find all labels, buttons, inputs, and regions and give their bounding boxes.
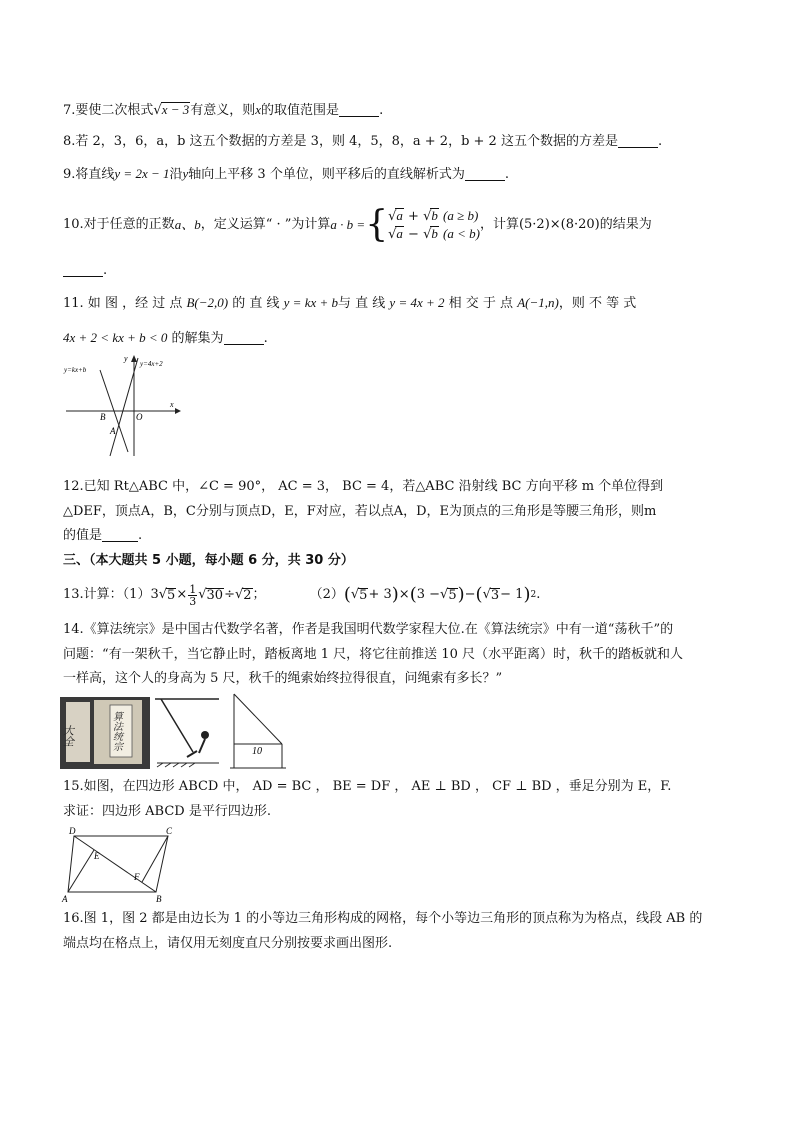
q11-label-y: y xyxy=(124,354,128,363)
q12-line2: △DEF，顶点A，B，C分别与顶点D，E，F对应，若以点A，D，E为顶点的三角形是等腰三角形，则m xyxy=(63,504,657,519)
q11-point-b: B(−2,0) xyxy=(186,295,229,310)
q7-text-pre: 7.要使二次根式 xyxy=(63,103,154,118)
q9-text-post: 轴向上平移 3 个单位，则平移后的直线解析式为 xyxy=(188,167,465,182)
q15-line-cf xyxy=(142,836,168,882)
question-15-line2 xyxy=(63,803,271,821)
question-11-line2 xyxy=(63,329,268,348)
q11-label-kx: y=kx+b xyxy=(64,366,87,374)
q9-end: . xyxy=(504,167,509,182)
question-14-line3 xyxy=(63,670,502,688)
q11-end: . xyxy=(263,331,268,346)
question-9 xyxy=(63,165,509,184)
q11-label-o: O xyxy=(136,412,143,422)
q15-label-a: A xyxy=(62,894,68,902)
q13-r5b: 5 xyxy=(359,587,368,603)
q15-label-f: F xyxy=(134,872,140,882)
q11-label-x: x xyxy=(170,400,174,409)
q15-quadrilateral xyxy=(68,836,168,892)
q13-r3: 3 xyxy=(490,587,500,603)
q13-frac-den: 3 xyxy=(189,594,197,608)
q10-calc: (5·2)×(8·20) xyxy=(518,217,600,232)
q13-plus3: + 3 xyxy=(368,587,392,602)
q7-var: x xyxy=(255,102,262,117)
q11-text-mid: 的 直 线 xyxy=(232,296,280,311)
q11-label-b: B xyxy=(100,412,106,422)
q11-text-post: ，则 不 等 式 xyxy=(558,296,637,311)
q11-x-arrow xyxy=(175,408,181,414)
q10-case1: (a ≥ b) xyxy=(443,208,479,223)
q13-r5c: 5 xyxy=(448,587,457,603)
section-3-title: 三、（本大题共 5 小题，每小题 6 分，共 30 分） xyxy=(63,553,354,568)
q10-text-after: ，计算 xyxy=(479,217,519,232)
q15-line1: 15.如图，在四边形 ABCD 中， AD = BC ， BE = DF ， AE ⊥ BD ， CF ⊥ BD ，垂足分别为 E，F. xyxy=(63,779,672,794)
q13-r5: 5 xyxy=(167,587,176,603)
q14-person-head xyxy=(201,731,209,739)
section-3-heading xyxy=(63,552,354,570)
q15-label-b: B xyxy=(156,894,162,902)
q10-text-mid: ，定义运算“ · ”为计算 xyxy=(200,217,331,232)
q13-times: × xyxy=(176,587,188,602)
q14-book-side-text: 大全 xyxy=(61,725,75,747)
question-14-line2 xyxy=(63,646,683,664)
q10-answer-blank[interactable] xyxy=(63,262,103,277)
q16-line2: 端点均在格点上，请仅用无刻度直尺分别按要求画出图形. xyxy=(63,936,393,951)
q11-text-mid3: 相 交 于 点 xyxy=(448,296,514,311)
q12-line1: 12.已知 Rt△ABC 中，∠C = 90°， AC = 3， BC = 4，若△ABC 沿射线 BC 方向平移 m 个单位得到 xyxy=(63,479,664,494)
q14-book-title: 算法统宗 xyxy=(110,711,122,751)
question-11 xyxy=(63,294,636,313)
q11-y-arrow xyxy=(131,355,137,362)
q11-line-a: y = kx + b xyxy=(283,295,339,310)
q14-swing-rope xyxy=(161,699,193,752)
q14-person-body xyxy=(199,739,205,753)
question-7 xyxy=(63,101,383,120)
q14-diagram xyxy=(228,692,288,770)
question-10 xyxy=(63,200,652,250)
question-12-line2 xyxy=(63,503,656,521)
radical-sign: √ xyxy=(153,103,162,118)
q16-line1: 16.图 1，图 2 都是由边长为 1 的小等边三角形构成的网格，每个小等边三角形的顶点称为为格点，线段 AB 的 xyxy=(63,911,703,926)
q9-text-mid: 沿 xyxy=(169,167,183,182)
question-13: 13.计算：（1） 3 √ 5 × $\frac{1}{3}$ √ 30 ÷ √ 2 ； （2） ( √ 5 + 3 ) × ( 3 − √ 5 ) − ( √ 3 − 1 ) 2 . xyxy=(63,582,541,608)
q11-line-b: y = 4x + 2 xyxy=(389,295,445,310)
q7-answer-blank[interactable] xyxy=(339,102,379,117)
q13-semi: ； xyxy=(252,587,266,602)
q15-diagonal-bd xyxy=(74,836,156,892)
question-10-line2 xyxy=(63,262,107,280)
q7-radicand: x − 3 xyxy=(161,102,190,117)
q11-point-a: A(−1,n) xyxy=(517,295,559,310)
q13-minus: 3 − xyxy=(416,587,441,602)
q11-label-a: A xyxy=(110,426,116,436)
q11-answer-blank[interactable] xyxy=(224,330,264,345)
q11-label-4x: y=4x+2 xyxy=(140,360,163,368)
q10-lhs: a · b = xyxy=(330,217,366,232)
q9-expr: y = 2x − 1 xyxy=(114,166,170,181)
q11-text-line2: 的解集为 xyxy=(171,331,224,346)
question-15 xyxy=(63,778,671,796)
q12-line3: 的值是 xyxy=(63,528,103,543)
q14-diagram-rope xyxy=(234,694,282,744)
q13-coef: 3 xyxy=(150,587,159,602)
q13-end: . xyxy=(536,587,541,602)
q11-figure xyxy=(60,352,190,462)
q10-text-tail: 的结果为 xyxy=(599,217,652,232)
q7-text-post: 有意义，则 xyxy=(190,103,256,118)
q13-pre: 13.计算：（1） xyxy=(63,587,151,602)
q12-end: . xyxy=(138,528,143,543)
q7-text-tail: 的取值范围是 xyxy=(261,103,340,118)
q9-answer-blank[interactable] xyxy=(465,166,505,181)
question-14 xyxy=(63,621,673,639)
q15-figure xyxy=(60,826,180,902)
q14-diagram-label: 10 xyxy=(252,746,262,757)
q7-end: . xyxy=(379,103,384,118)
q10-case2: (a < b) xyxy=(443,226,480,241)
q15-line2: 求证：四边形 ABCD 是平行四边形. xyxy=(63,804,271,819)
q11-text-pre: 11. 如 图 ，经 过 点 xyxy=(63,296,183,311)
q14-line3: 一样高，这个人的身高为 5 尺，秋千的绳索始终拉得很直，问绳索有多长？” xyxy=(63,671,503,686)
question-16-line2 xyxy=(63,935,392,953)
q15-label-e: E xyxy=(94,851,100,861)
q14-swing-board xyxy=(187,751,197,757)
q9-axis: y xyxy=(182,166,189,181)
q13-r30: 30 xyxy=(206,587,224,603)
q14-swing-image xyxy=(153,697,223,769)
q10-end: . xyxy=(103,263,108,278)
q10-vars: a、b xyxy=(174,217,201,232)
q14-ground-hatch xyxy=(157,763,195,767)
q11-text-mid2: 与 直 线 xyxy=(338,296,386,311)
q13-m1: − 1 xyxy=(500,587,524,602)
q10-text-pre: 10.对于任意的正数 xyxy=(63,217,175,232)
q13-r2: 2 xyxy=(243,587,252,603)
q13-fraction xyxy=(188,584,197,607)
question-12 xyxy=(63,478,663,496)
q9-text-pre: 9.将直线 xyxy=(63,167,115,182)
q13-frac-num: 1 xyxy=(189,582,197,596)
q10-cases: √a + √b (a ≥ b) √a − √b (a < b) xyxy=(388,208,480,242)
q8-answer-blank[interactable] xyxy=(618,133,658,148)
q13-div: ÷ xyxy=(224,587,235,602)
q15-label-c: C xyxy=(166,826,173,836)
question-12-line3 xyxy=(63,527,142,545)
q8-end: . xyxy=(657,134,663,149)
question-8 xyxy=(63,133,662,151)
q13-part2-label: （2） xyxy=(309,587,344,602)
q14-book-image xyxy=(60,697,150,769)
q13-square: 2 xyxy=(530,590,537,600)
q14-line1: 14.《算法统宗》是中国古代数学名著，作者是我国明代数学家程大位.在《算法统宗》中有一道“荡秋千”的 xyxy=(63,622,674,637)
q15-label-d: D xyxy=(69,826,76,836)
q14-line2: 问题：“有一架秋千，当它静止时，踏板离地 1 尺，将它往前推送 10 尺（水平距离）时，秋千的踏板就和人 xyxy=(63,647,683,662)
question-16 xyxy=(63,910,702,928)
q11-inequality: 4x + 2 < kx + b < 0 xyxy=(63,330,168,345)
q8-text: 8.若 2，3，6，a，b 这五个数据的方差是 3，则 4，5，8，a + 2，b + 2 这五个数据的方差是 xyxy=(63,134,618,149)
q10-brace: { xyxy=(365,204,389,245)
q12-answer-blank[interactable] xyxy=(102,527,138,542)
